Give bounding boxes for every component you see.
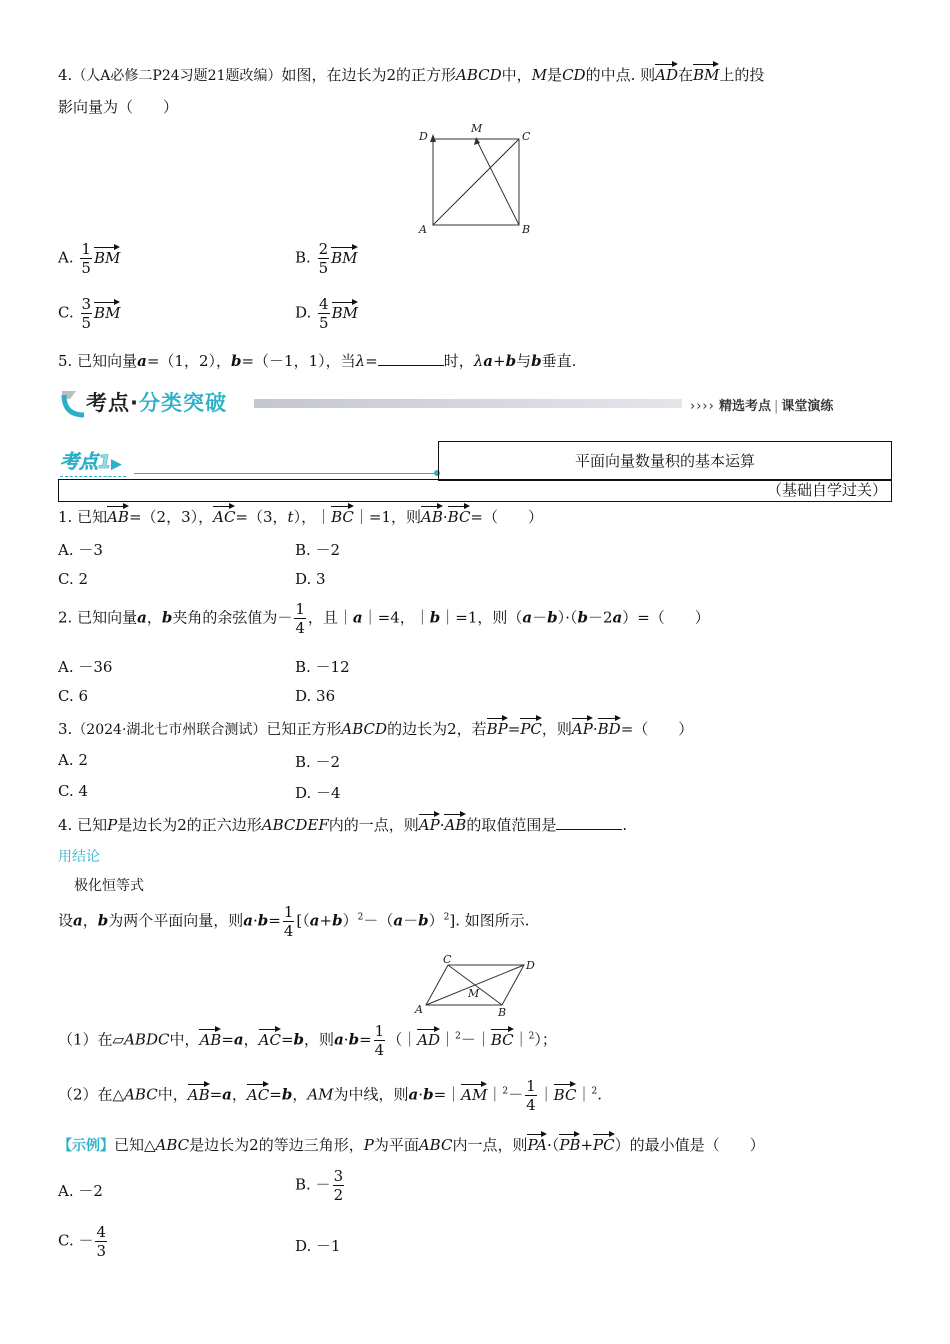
label-M: M <box>471 122 483 135</box>
label-B: B <box>522 223 531 236</box>
banner-title-2: 分类突破 <box>138 391 227 415</box>
label-C: C <box>443 955 452 966</box>
q2-option-b[interactable]: B. －12 <box>295 658 350 676</box>
kaodian-title: 平面向量数量积的基本运算 <box>574 452 755 470</box>
q1-option-a[interactable]: A. －3 <box>58 541 103 559</box>
answer-blank[interactable] <box>378 351 444 366</box>
kaodian-tag-underline <box>60 476 126 477</box>
conclusion-item-2: （2）在△ABC中，AB=a，AC=b，AM为中线，则a·b=｜AM｜$^2$－ $\frac{1}{4}$ ｜BC｜$^2$. <box>58 1077 602 1114</box>
banner-right-2: 课堂演练 <box>781 399 834 414</box>
label-B: B <box>498 1006 507 1017</box>
q3-stem: 3.（2024·湖北七市州联合测试）已知正方形ABCD的边长为2，若BP=PC，则AP·BD=（ ） <box>58 720 694 738</box>
banner-right-1: 精选考点 <box>718 399 771 414</box>
q4-prev-source: （人A必修二P24习题21题改编） <box>72 68 282 84</box>
q2-stem: 2. 已知向量a，b夹角的余弦值为－ $\frac{1}{4}$ ，且｜a｜=4，｜b｜=1，则（a－b）·（b－2a）=（ ） <box>58 600 710 637</box>
kaodian-line <box>134 473 436 474</box>
kaodian-note: （基础自学过关） <box>766 481 887 499</box>
q4-stem: 4. 已知P是边长为2的正六边形ABCDEF内的一点，则AP·AB的取值范围是 . <box>58 816 628 834</box>
segment-AC <box>433 139 519 225</box>
parallelogram-figure <box>410 955 545 1017</box>
arrow-head-D <box>430 134 436 142</box>
q1-option-c[interactable]: C. 2 <box>58 570 89 588</box>
label-C: C <box>522 130 531 143</box>
kaodian-note-box <box>58 479 892 502</box>
kaodian-tag: 考点1▶ <box>60 451 122 473</box>
label-D: D <box>526 959 535 972</box>
banner-arrows-icon: ›››› <box>690 399 715 414</box>
conclusion-item-1: （1）在▱ABDC中，AB=a，AC=b，则a·b= $\frac{1}{4}$ （｜AD｜$^2$－｜BC｜$^2$）； <box>58 1022 557 1059</box>
q4-prev-option-a[interactable]: A. $\frac{1}{5}$ BM <box>58 240 121 277</box>
example-tag: 【示例】 <box>58 1138 114 1154</box>
q4-prev-option-d[interactable]: D. $\frac{4}{5}$ BM <box>295 295 358 332</box>
q5-prev: 5. 已知向量a=（1，2），b=（－1，1），当λ= 时，λa+b与b垂直. <box>58 352 577 370</box>
q4-prev-line2: 影向量为（ ） <box>58 98 179 116</box>
q4-prev-option-c[interactable]: C. $\frac{3}{5}$ BM <box>58 295 121 332</box>
q1-option-b[interactable]: B. －2 <box>295 541 341 559</box>
q3-option-a[interactable]: A. 2 <box>58 751 88 769</box>
label-D: D <box>419 130 428 143</box>
q1-option-d[interactable]: D. 3 <box>295 570 326 588</box>
kaodian-box <box>58 441 892 503</box>
example-option-d[interactable]: D. －1 <box>295 1237 341 1255</box>
q2-option-a[interactable]: A. －36 <box>58 658 113 676</box>
square-figure <box>414 120 534 238</box>
segment-BM <box>476 139 519 225</box>
polarization-identity: 设a，b为两个平面向量，则a·b= $\frac{1}{4}$ $[(a+b)^2-(a-b)^2]$. 如图所示. <box>58 903 530 940</box>
answer-blank[interactable] <box>556 815 622 830</box>
q4-prev-option-b[interactable]: B. $\frac{2}{5}$ BM <box>295 240 358 277</box>
example-stem: 【示例】已知△ABC是边长为2的等边三角形，P为平面ABC内一点，则PA·（PB+PC）的最小值是（ ） <box>58 1136 765 1154</box>
q3-option-d[interactable]: D. －4 <box>295 784 341 802</box>
q3-source: （2024·湖北七市州联合测试） <box>72 722 267 738</box>
example-option-a[interactable]: A. －2 <box>58 1182 103 1200</box>
q1-stem: 1. 已知AB=（2，3），AC=（3，t），｜BC｜=1，则AB·BC=（ ） <box>58 508 543 526</box>
vector-BM: BM <box>693 66 720 84</box>
kaodian-title-box <box>438 441 892 481</box>
label-A: A <box>419 223 427 236</box>
label-A: A <box>415 1003 423 1016</box>
banner-gray-bar <box>254 399 682 408</box>
label-M: M <box>468 987 480 1000</box>
q2-option-d[interactable]: D. 36 <box>295 687 336 705</box>
q3-option-b[interactable]: B. －2 <box>295 753 341 771</box>
arrow-head-M <box>474 137 480 145</box>
conclusion-title: 极化恒等式 <box>74 878 144 894</box>
example-option-b[interactable]: B. － $\frac{3}{2}$ <box>295 1167 344 1204</box>
conclusion-heading: 用结论 <box>58 849 100 865</box>
q4-prev-line1: 4.（人A必修二P24习题21题改编）如图，在边长为2的正方形ABCD中，M是CD的中点. 则AD在BM上的投 <box>58 66 765 84</box>
banner-hook-icon <box>58 385 88 421</box>
q2-option-c[interactable]: C. 6 <box>58 687 89 705</box>
section-banner: 考点·分类突破 ›››› 精选考点 | 课堂演练 <box>58 383 892 423</box>
banner-title-1: 考点 <box>86 391 130 415</box>
example-option-c[interactable]: C. － $\frac{4}{3}$ <box>58 1223 107 1260</box>
q3-option-c[interactable]: C. 4 <box>58 782 89 800</box>
vector-AD: AD <box>655 66 678 84</box>
